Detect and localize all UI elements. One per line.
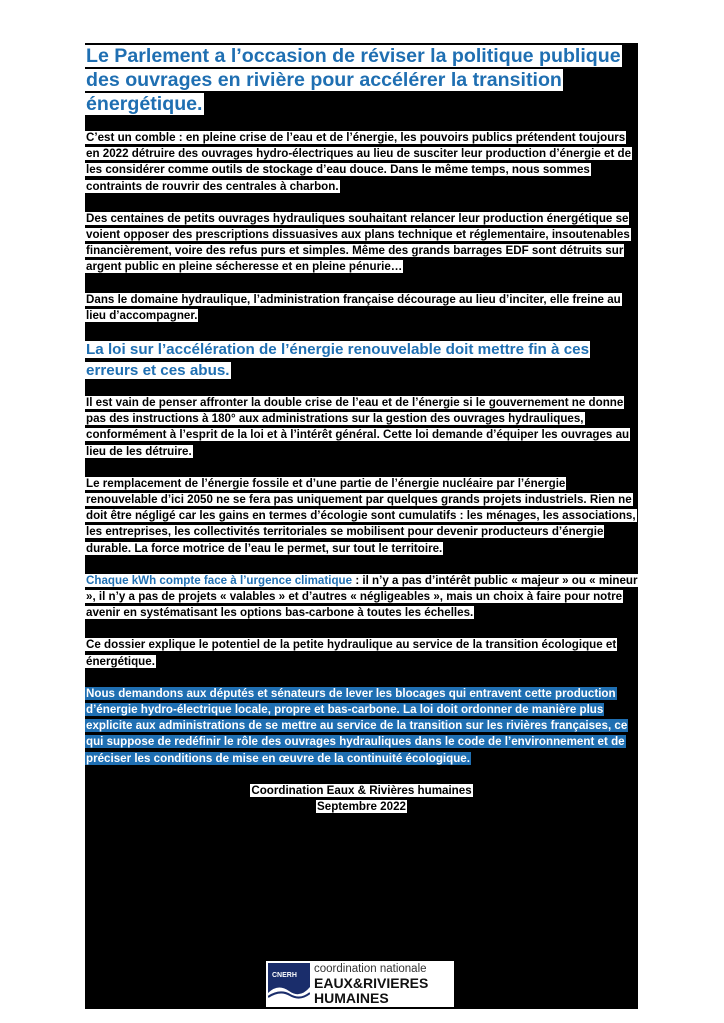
paragraph-3: Dans le domaine hydraulique, l’administration française décourage au lieu d’inciter, elle freine au lieu d’accompagner. <box>86 292 621 322</box>
paragraph-7: Ce dossier explique le potentiel de la petite hydraulique au service de la transition écologique et énergétique. <box>86 638 617 668</box>
paragraph-6-rest: : il n’y a pas d’intérêt public « majeur » ou « mineur », il n’y a pas de projets « valables » et d’autres « négligeables », mais un choix à faire pour notre avenir en systématisant les options bas-carbone à toutes les échelles. <box>86 573 638 620</box>
cnerh-emblem-icon <box>268 963 310 1005</box>
document-body <box>85 44 638 815</box>
wave-emblem-icon <box>268 963 310 1005</box>
paragraph-5: Le remplacement de l’énergie fossile et d’une partie de l’énergie nucléaire par l’énergie renouvelable d’ici 2050 ne se fera pas uniquement par quelques grands projets industriels. Rien ne doit être négligé car les gains en termes d’écologie sont cumulatifs : les ménages, les associations, les entreprises, les collectivités territoriales se mobilisent pour devenir producteurs d’énergie durable. La force motrice de l’eau le permet, sur tout le territoire. <box>86 476 636 555</box>
section-subtitle: La loi sur l’accélération de l’énergie renouvelable doit mettre fin à ces erreurs et ces abus. <box>86 341 590 379</box>
document-title: Le Parlement a l’occasion de réviser la politique publique des ouvrages en rivière pour accélérer la transition énergétique. <box>86 45 621 115</box>
cnerh-logo <box>266 961 454 1007</box>
signature-org: Coordination Eaux & Rivières humaines <box>251 783 472 797</box>
paragraph-4: Il est vain de penser affronter la double crise de l’eau et de l’énergie si le gouvernement ne donne pas des instructions à 180° aux administrations sur la gestion des ouvrages hydrauliques, conformément à l’esprit de la loi et à l’intérêt général. Cette loi demande d’équiper les ouvrages au lieu de les détruire. <box>86 396 630 458</box>
logo-line-2: EAUX&RIVIERES <box>314 975 429 991</box>
logo-line-1: coordination nationale <box>314 963 427 975</box>
logo-mark-text: CNERH <box>272 972 297 979</box>
paragraph-8: Nous demandons aux députés et sénateurs de lever les blocages qui entravent cette production d’énergie hydro-électrique locale, propre et bas-carbone. La loi doit ordonner de manière plus explicite aux administrations de se mettre au service de la transition sur les rivières françaises, ce qui suppose de redéfinir le rôle des ouvrages hydrauliques dans le code de l’environnement et de préciser les conditions de mise en œuvre de la continuité écologique. <box>86 686 628 765</box>
paragraph-2: Des centaines de petits ouvrages hydrauliques souhaitant relancer leur production énergétique se voient opposer des prescriptions dissuasives aux plans technique et réglementaire, insoutenables financièrement, voire des refus purs et simples. Même des grands barrages EDF sont détruits sur argent public en pleine sécheresse et en pleine pénurie… <box>86 211 630 274</box>
paragraph-1: C’est un comble : en pleine crise de l’eau et de l’énergie, les pouvoirs publics prétendent toujours en 2022 détruire des ouvrages hydro-électriques au lieu de susciter leur production d’énergie et de les considérer comme outils de stockage d’eau douce. Dans le même temps, nous sommes contraints de rouvrir des centrales à charbon. <box>86 131 632 193</box>
paragraph-6 <box>85 573 638 622</box>
paragraph-6-lead: Chaque kWh compte face à l’urgence climatique <box>86 573 353 587</box>
signature-date: Septembre 2022 <box>317 800 406 814</box>
logo-line-3: HUMAINES <box>314 990 389 1006</box>
